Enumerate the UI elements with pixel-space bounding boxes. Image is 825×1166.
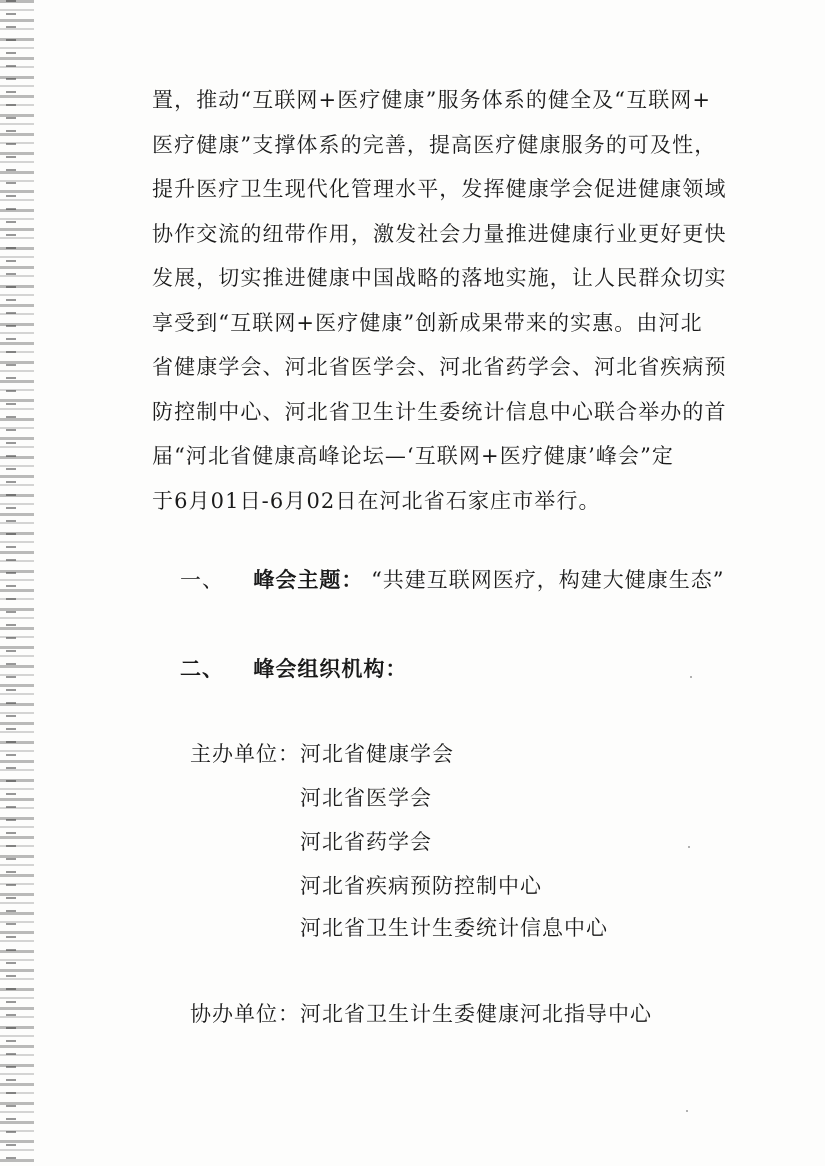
paragraph-line: 置，推动“互联网+医疗健康”服务体系的健全及“互联网+ xyxy=(152,88,712,112)
scan-speck xyxy=(690,676,692,678)
paragraph-line: 届“河北省健康高峰论坛—‘互联网+医疗健康’峰会”定 xyxy=(152,444,675,468)
paragraph-line: 享受到“互联网+医疗健康”创新成果带来的实惠。由河北 xyxy=(152,310,703,335)
intro-paragraph xyxy=(152,78,732,523)
host-org: 河北省卫生计生委统计信息中心 xyxy=(300,916,608,940)
host-org: 河北省疾病预防控制中心 xyxy=(300,874,542,898)
cohost-org: 河北省卫生计生委健康河北指导中心 xyxy=(300,1002,652,1026)
section-1-title: 峰会主题： xyxy=(253,567,364,592)
host-org: 河北省健康学会 xyxy=(300,742,454,766)
scan-speck xyxy=(688,846,690,848)
paragraph-line: 协作交流的纽带作用，激发社会力量推进健康行业更好更快 xyxy=(152,221,727,246)
scan-speck xyxy=(686,1110,688,1112)
paragraph-line: 于6月01日-6月02日在河北省石家庄市举行。 xyxy=(152,488,601,513)
section-1-heading xyxy=(180,564,725,594)
scan-binding-edge xyxy=(0,0,34,1166)
host-org: 河北省医学会 xyxy=(300,786,432,810)
summit-theme: “共建互联网医疗，构建大健康生态” xyxy=(371,568,725,592)
paragraph-line: 医疗健康”支撑体系的完善，提高医疗健康服务的可及性， xyxy=(152,132,717,157)
paragraph-line: 防控制中心、河北省卫生计生委统计信息中心联合举办的首 xyxy=(152,399,727,424)
section-2-heading xyxy=(180,653,407,683)
host-org: 河北省药学会 xyxy=(300,830,432,854)
paragraph-line: 发展，切实推进健康中国战略的落地实施，让人民群众切实 xyxy=(152,266,727,290)
paragraph-line: 省健康学会、河北省医学会、河北省药学会、河北省疾病预 xyxy=(152,355,727,379)
section-1-number: 一、 xyxy=(180,568,224,592)
host-label: 主办单位： xyxy=(190,742,300,766)
paragraph-line: 提升医疗卫生现代化管理水平，发挥健康学会促进健康领域 xyxy=(152,177,727,201)
section-2-title: 峰会组织机构： xyxy=(253,656,408,681)
section-2-number: 二、 xyxy=(180,656,224,681)
cohost-label: 协办单位： xyxy=(190,1002,300,1026)
